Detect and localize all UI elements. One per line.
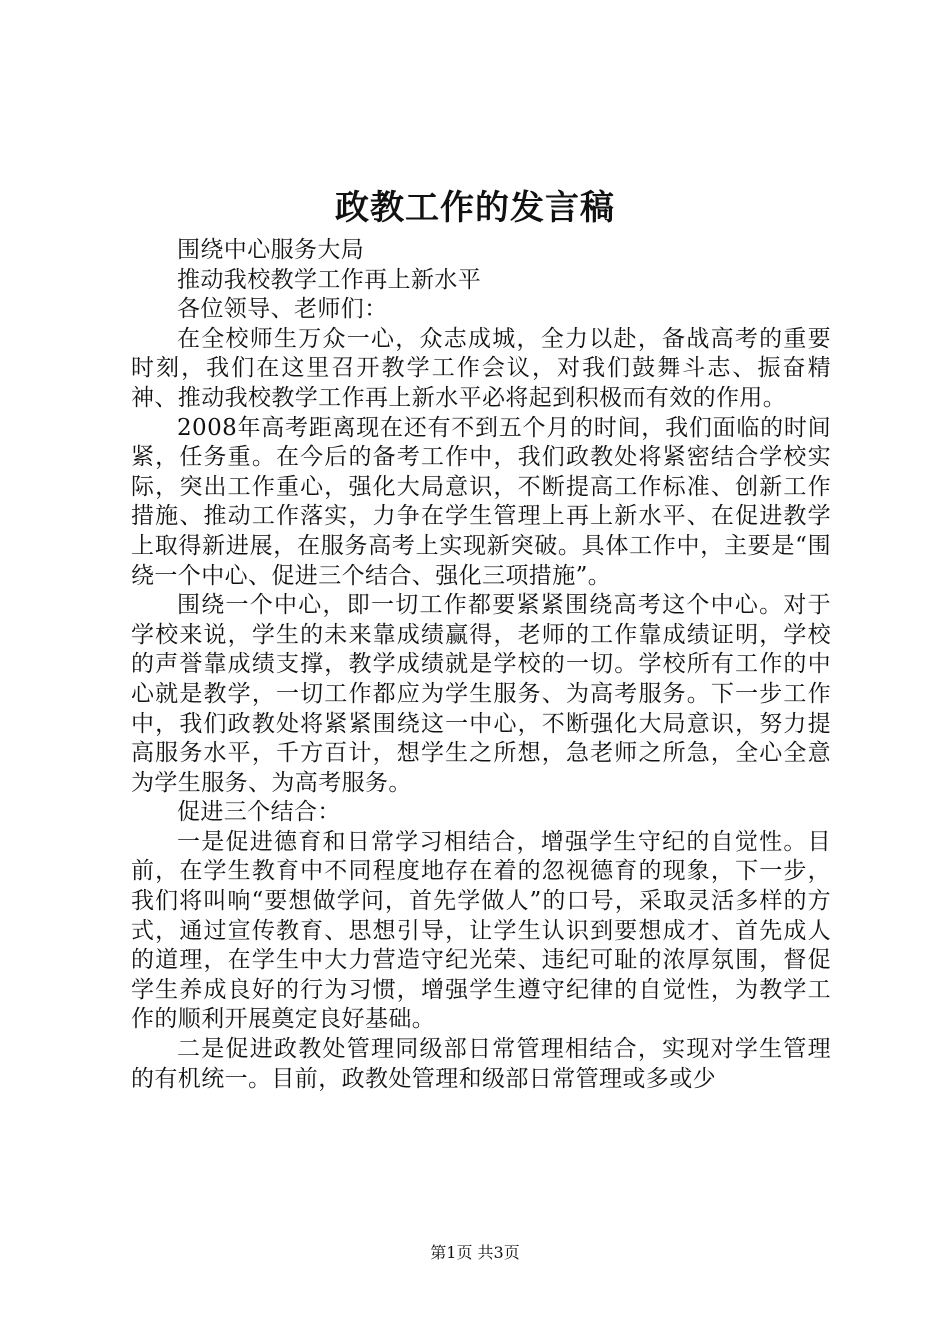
paragraph: 围绕一个中心，即一切工作都要紧紧围绕高考这个中心。对于学校来说，学生的未来靠成绩赢得，老师的工作靠成绩证明，学校的声誉靠成绩支撑，教学成绩就是学校的一切。学校所有工作的中心就是教学，一切工作都应为学生服务、为高考服务。下一步工作中，我们政教处将紧紧围绕这一中心，不断强化大局意识，努力提高服务水平，千方百计，想学生之所想，急老师之所急，全心全意为学生服务、为高考服务。: [131, 592, 831, 796]
paragraph: 在全校师生万众一心，众志成城，全力以赴，备战高考的重要时刻，我们在这里召开教学工作会议，对我们鼓舞斗志、振奋精神、推动我校教学工作再上新水平必将起到积极而有效的作用。: [131, 325, 831, 411]
page-number-footer: 第1页 共3页: [430, 1243, 520, 1262]
paragraph: 二是促进政教处管理同级部日常管理相结合，实现对学生管理的有机统一。目前，政教处管理和级部日常管理或多或少: [131, 1036, 831, 1092]
paragraph: 围绕中心服务大局: [177, 237, 365, 263]
paragraph: 促进三个结合：: [177, 799, 341, 826]
paragraph: 2008年高考距离现在还有不到五个月的时间，我们面临的时间紧，任务重。在今后的备考工作中，我们政教处将紧密结合学校实际，突出工作重心，强化大局意识，不断提高工作标准、创新工作措施、推动工作落实，力争在学生管理上再上新水平、在促进教学上取得新进展，在服务高考上实现新突破。具体工作中，主要是“围绕一个中心、促进三个结合、强化三项措施”。: [131, 414, 831, 589]
document-body: [131, 236, 831, 1094]
paragraph: 推动我校教学工作再上新水平: [177, 266, 482, 293]
paragraph: 各位领导、老师们：: [177, 296, 388, 323]
document-title: 政教工作的发言稿: [335, 188, 615, 228]
paragraph: 一是促进德育和日常学习相结合，增强学生守纪的自觉性。目前，在学生教育中不同程度地存在着的忽视德育的现象，下一步，我们将叫响“要想做学问，首先学做人”的口号，采取灵活多样的方式，通过宣传教育、思想引导，让学生认识到要想成才、首先成人的道理，在学生中大力营造守纪光荣、违纪可耻的浓厚氛围，督促学生养成良好的行为习惯，增强学生遵守纪律的自觉性，为教学工作的顺利开展奠定良好基础。: [131, 828, 831, 1033]
